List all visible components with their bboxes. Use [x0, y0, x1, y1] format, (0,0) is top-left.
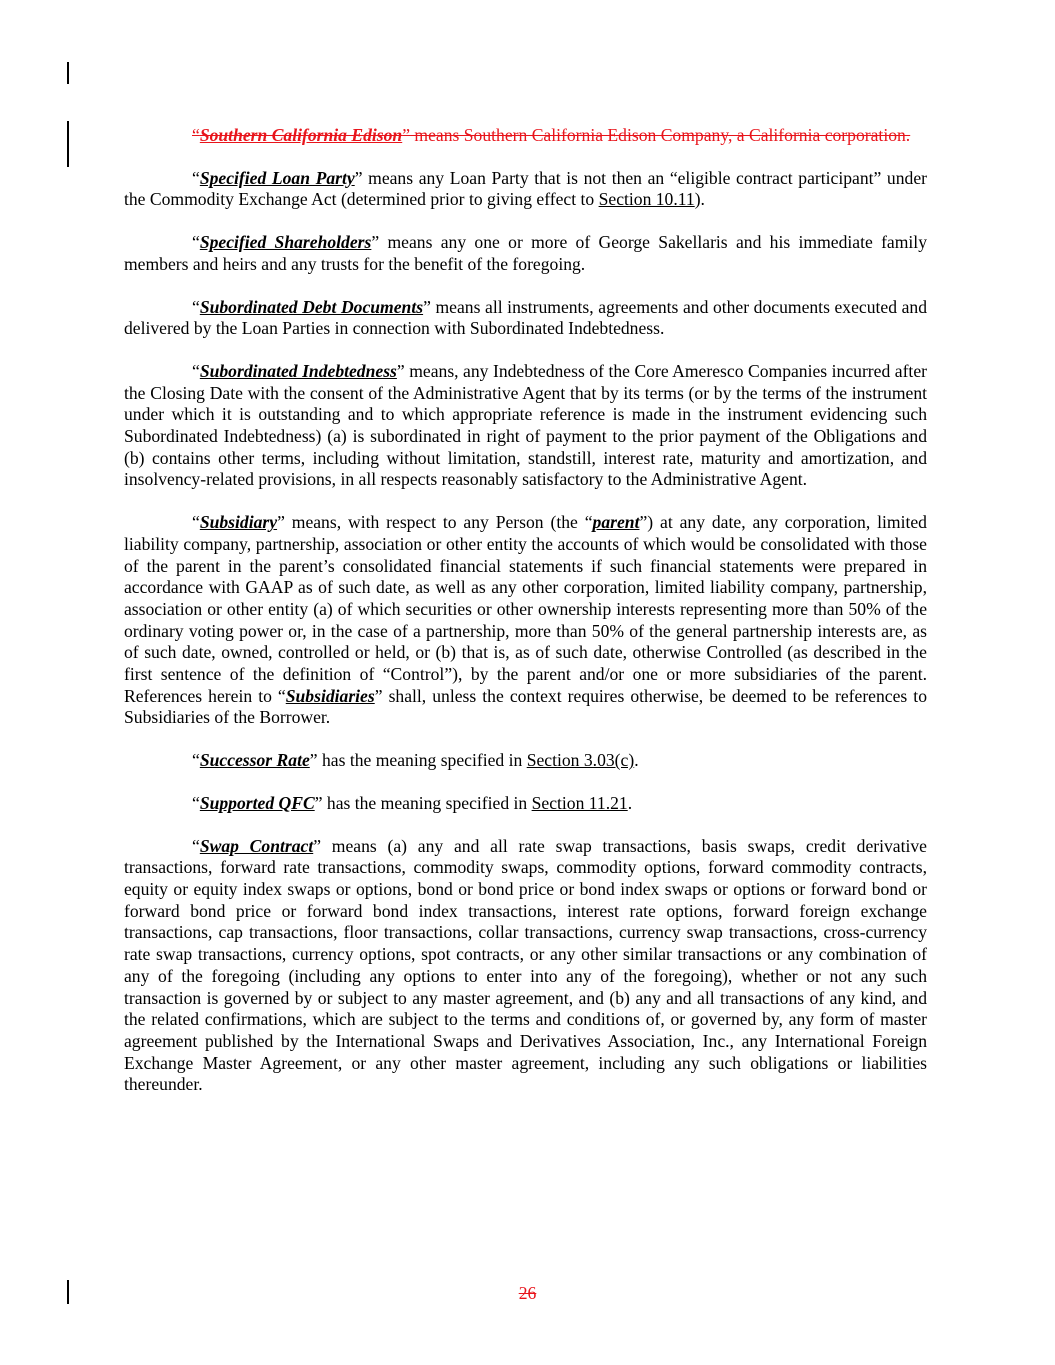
open-quote: “: [192, 512, 200, 533]
defined-term: Subordinated Debt Documents: [199, 296, 424, 317]
defined-term: Subordinated Indebtedness: [199, 360, 397, 381]
definition-text: means any Loan Party that is not then an “eligible contract participant” under the Commodity Exchange Act (determined prior to giving effect to: [124, 167, 927, 210]
open-quote: “: [192, 232, 200, 253]
defined-term: Southern California Edison: [199, 125, 403, 145]
document-body: [124, 125, 927, 1117]
close-quote: ”: [423, 296, 431, 317]
definition-specified-loan-party: [124, 168, 927, 211]
section-reference[interactable]: Section 10.11: [598, 189, 695, 210]
definition-text: .: [627, 792, 633, 813]
definition-text: means, any Indebtedness of the Core Ameresco Companies incurred after the Closing Date with the consent of the Administrative Agent that by its terms (or by the terms of the instrument under which it is outstanding and to which appropriate reference is made in the instrument evidencing such Subordinated Indebtedness) (a) is subordinated in right of payment to the prior payment of the Obligations and (b) contains other terms, including without limitation, standstill, interest rate, maturity and amortization, and insolvency-related provisions, in all respects reasonably satisfactory to the Administrative Agent.: [124, 360, 927, 490]
definition-text: ).: [694, 189, 705, 210]
definition-subsidiary: [124, 512, 927, 729]
definition-text: has the meaning specified in: [322, 792, 532, 813]
close-quote: ”: [354, 167, 363, 188]
definition-text: has the meaning specified in: [317, 750, 527, 771]
open-quote: “: [192, 360, 200, 381]
close-quote: ”: [309, 750, 318, 771]
definition-subordinated-indebtedness: [124, 361, 927, 491]
definition-text: means, with respect to any Person (the “: [284, 512, 593, 533]
open-quote: “: [192, 835, 200, 856]
definition-text: ” shall, unless the context requires otherwise, be deemed to be references to Subsidiaries of the Borrower.: [124, 685, 927, 728]
change-bar: [67, 121, 69, 167]
definition-text: means all instruments, agreements and other documents executed and delivered by the Loan Parties in connection with Subordinated Indebtedness.: [124, 296, 927, 339]
close-quote: ”: [314, 792, 323, 813]
defined-term: Subsidiary: [199, 512, 278, 533]
close-quote: ”: [371, 232, 380, 253]
open-quote: “: [192, 792, 200, 813]
definition-text: means Southern California Edison Company, a California corporation.: [410, 125, 911, 145]
close-quote: ”: [277, 512, 285, 533]
defined-term: Supported QFC: [199, 792, 315, 813]
defined-term: Subsidiaries: [285, 685, 375, 706]
definition-specified-shareholders: [124, 232, 927, 275]
defined-term: Successor Rate: [199, 750, 310, 771]
defined-term: Specified Loan Party: [199, 167, 355, 188]
open-quote: “: [192, 750, 200, 771]
definition-subordinated-debt-documents: [124, 297, 927, 340]
open-quote: “: [192, 125, 200, 145]
definition-text: .: [634, 750, 639, 771]
definition-text: means (a) any and all rate swap transactions, basis swaps, credit derivative transactions, forward rate transactions, commodity swaps, commodity options, forward commodity contracts, equity or equity index swaps or options, bond or bond price or bond index swaps or options or forward bond or forward bond price or forward bond index transactions, interest rate options, forward foreign exchange transactions, cap transactions, floor transactions, collar transactions, currency swap transactions, cross-currency rate swap transactions, currency options, spot contracts, or any other similar transactions or any combination of any of the foregoing (including any options to enter into any of the foregoing), whether or not any such transaction is governed by or subject to any master agreement, and (b) any and all transactions of any kind, and the related confirmations, which are subject to the terms and conditions of, or governed by, any form of master agreement published by the International Swaps and Derivatives Association, Inc., any International Foreign Exchange Master Agreement, or any other master agreement, including any such obligations or liabilities thereunder.: [124, 835, 927, 1095]
defined-term: parent: [592, 512, 640, 533]
change-bar: [67, 62, 69, 84]
open-quote: “: [192, 296, 200, 317]
close-quote: ”: [402, 125, 411, 145]
definition-text: means any one or more of George Sakellaris and his immediate family members and heirs and any trusts for the benefit of the foregoing.: [124, 232, 927, 274]
definition-supported-qfc: [124, 793, 927, 815]
page-number: 26: [518, 1283, 537, 1303]
section-reference[interactable]: Section 3.03(c): [526, 750, 635, 771]
definition-successor-rate: [124, 750, 927, 772]
close-quote: ”: [313, 835, 322, 856]
definition-swap-contract: [124, 836, 927, 1096]
defined-term: Swap Contract: [199, 835, 314, 856]
definition-southern-california-edison: [124, 125, 927, 147]
definition-text: ”) at any date, any corporation, limited liability company, partnership, association or other entity the accounts of which would be consolidated with those of the parent in the parent’s consolidated financial statements if such financial statements were prepared in accordance with GAAP as of such date, as well as any other corporation, limited liability company, partnership, association or other entity (a) of which securities or other ownership interests representing more than 50% of the ordinary voting power or, in the case of a partnership, more than 50% of the general partnership interests are, as of such date, owned, controlled or held, or (b) that is, as of such date, otherwise Controlled (as described in the first sentence of the definition of “Control”), by the parent and/or one or more subsidiaries of the parent. References herein to “: [124, 512, 927, 706]
open-quote: “: [192, 167, 200, 188]
section-reference[interactable]: Section 11.21: [531, 792, 628, 813]
close-quote: ”: [396, 360, 405, 381]
defined-term: Specified Shareholders: [199, 232, 372, 253]
